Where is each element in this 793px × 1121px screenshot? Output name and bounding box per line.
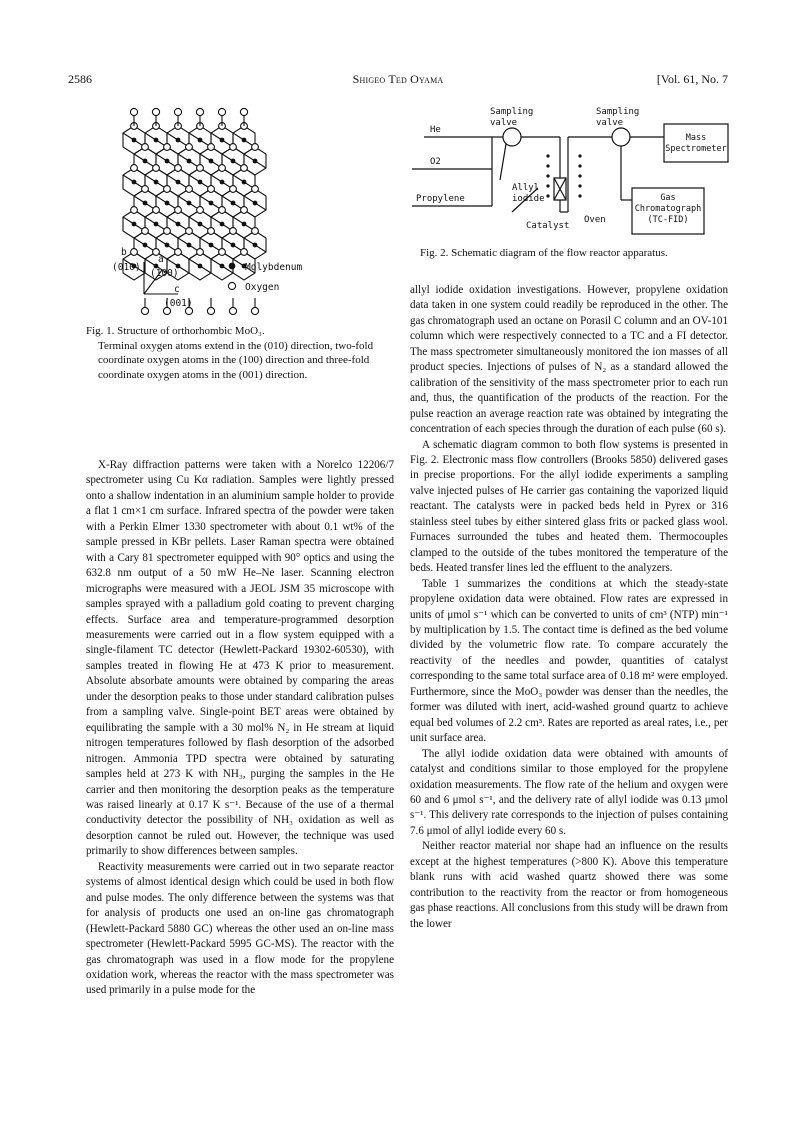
oxygen-atom [208,228,215,235]
figure-1-caption-title: Fig. 1. Structure of orthorhombic MoO₃. [86,325,265,337]
running-header [68,72,728,88]
oxygen-legend-marker [228,282,235,289]
paragraph-methods-characterization: X-Ray diffraction patterns were taken with a Norelco 12206/7 spectrometer using Cu Kα radiation. Samples were lightly pressed onto a shallow indentation in an aluminium sample holder to provide a flat 1 cm×1 cm surface. Infrared spectra of the powder were taken with a Perkin Elmer 1330 spectrometer with about 0.1 wt% of the sample pressed in KBr pellets. Laser Raman spectra were obtained with a Cary 81 spectrometer equipped with 90° optics and using the 632.8 nm output of a 50 mW He–Ne laser. Scanning electron micrographs were measured with a JEOL JSM 35 microscope with samples sprayed with a palladium gold coating to prevent charging effects. Surface area and temperature-programmed desorption measurements were carried out in a flow system equipped with a single-filament TC detector (Hewlett-Packard 19302-60530), with samples treated in flowing He at 473 K prior to measurement. Absolute absorbate amounts were obtained by comparing the areas under the desorption peaks to those under standard calibration pulses from a sampling valve. Single-point BET areas were obtained by equilibrating the sample with a 30 mol% N₂ in He stream at liquid nitrogen temperatures followed by flash desorption of the adsorbed nitrogen. Ammonia TPD spectra were obtained by saturating samples held at 273 K with NH₃, purging the samples in the He carrier and then monitoring the desorption peaks as the temperature was raised linearly at 0.17 K s⁻¹. Because of the use of a thermal conductivity detector the possibility of NH₃ oxidation as well as desorption cannot be ruled out. However, the technique was used primarily to show differences between samples. [86,459,394,858]
label-o2: O2 [430,157,441,167]
molybdenum-atom [231,159,236,164]
molybdenum-atom [176,138,181,143]
molybdenum-atom [198,138,203,143]
molybdenum-atom [242,222,247,227]
oxygen-atom [208,186,215,193]
axis-c-index: (001) [164,298,193,309]
paragraph-allyl-iodide-investigations: allyl iodide oxidation investigations. However, propylene oxidation data taken in one system could readily be reproduced in the other. The gas chromatograph used an octane on Porasil C column and an OV-101 column which were respectively connected to a TC and a FI detector. The mass spectrometer simultaneously monitored the ion masses of all product species. Injections of pulses of N₂ as a standard allowed the calibration of the sensitivity of the mass spectrometer prior to each run and, thus, the quantification of the products of the reaction. For the pulse reaction an average reaction rate was obtained by integrating the concentration of each species through the duration of each pulse (60 s). [410,284,728,436]
oxygen-atom [219,165,226,172]
axis-a-index: (100) [150,268,179,279]
molybdenum-atom [165,201,170,206]
paragraph-schematic-description: A schematic diagram common to both flow systems is presented in Fig. 2. Electronic mass flow controllers (Brooks 5850) delivered gases in precise proportions. For the allyl iodide experiments a sampling valve injected pulses of He carrier gas containing the vaporized liquid reactant. The catalysts were in packed beds held in Pyrex or 316 stainless steel tubes by either sintered glass frits or packed glass wool. Furnaces surrounded the tubes and heated them. Thermocouples clamped to the outside of the tubes monitored the temperature of the beds. Heated transfer lines led the effluent to the analyzers. [410,438,728,575]
oxygen-atom [164,186,171,193]
axis-a-label: a [158,254,164,265]
oxygen-atom [142,228,149,235]
molybdenum-atom [132,180,137,185]
paragraph-reactor-material: Neither reactor material nor shape had an influence on the results except at the highest temperatures (>800 K). Above this temperature blank runs with acid washed quartz showed there was some contribution to the reactivity from the reactor or from homogeneous gas phase reactions. All conclusions from this study will be drawn from the lower [410,840,728,930]
molybdenum-atom [143,159,148,164]
oxygen-atom [142,186,149,193]
label-gas-chromatograph: Gas Chromatograph (TC-FID) [634,193,702,225]
oven-dots [546,154,581,197]
paragraph-allyl-iodide-data: The allyl iodide oxidation data were obtained with amounts of catalyst and conditions similar to those employed for the propylene oxidation measurements. The flow rate of the helium and oxygen were 60 and 6 μmol s⁻¹, and the delivery rate of allyl iodide was 0.13 μmol s⁻¹. This delivery rate corresponds to the injection of pulses containing 7.6 μmol of allyl iodide every 60 s. [410,747,728,837]
label-allyl-iodide: Allyl iodide [512,183,545,204]
molybdenum-atom [209,159,214,164]
oxygen-atom [175,165,182,172]
label-he: He [430,125,441,135]
oxygen-atom [241,165,248,172]
label-mass-spectrometer: Mass Spectrometer [665,133,727,154]
oxygen-atom [252,144,259,151]
figure-2-caption: Fig. 2. Schematic diagram of the flow reactor apparatus. [420,247,668,259]
oxygen-atom [153,165,160,172]
oxygen-atom [186,144,193,151]
molybdenum-atom [187,159,192,164]
oxygen-atom [186,228,193,235]
molybdenum-atom [220,180,225,185]
molybdenum-atom [154,222,159,227]
molybdenum-atom [187,201,192,206]
oxygen-atom [153,207,160,214]
molybdenum-atom [132,222,137,227]
molybdenum-atom [154,138,159,143]
terminal-oxygen-atom [196,108,203,115]
axis-c-label: c [174,284,180,295]
oxygen-atom [252,228,259,235]
oxygen-atom [197,207,204,214]
label-catalyst: Catalyst [526,221,570,231]
molybdenum-atom [176,222,181,227]
terminal-oxygen-atom [218,108,225,115]
oxygen-atom [208,144,215,151]
oxygen-atom [164,228,171,235]
left-column [86,458,394,999]
molybdenum-atom [143,201,148,206]
molybdenum-atom [231,201,236,206]
oxygen-atom [164,144,171,151]
molybdenum-atom [209,201,214,206]
oxygen-atom [131,207,138,214]
oxygen-atom [142,144,149,151]
oxygen-atom [241,207,248,214]
molybdenum-atom [242,138,247,143]
figure-1-caption-body: Terminal oxygen atoms extend in the (010) direction, two-fold coordinate oxygen atoms in the (100) direction and three-fold coordinate oxygen atoms in the (001) direction. [98,339,374,381]
figure-2-caption-wrap [420,246,728,261]
sampling-valve-1-icon [503,128,521,146]
molybdenum-atom [165,159,170,164]
molybdenum-atom [242,180,247,185]
figure-1-axes-legend [112,244,312,316]
terminal-oxygen-atom [152,108,159,115]
molybdenum-atom [154,180,159,185]
axis-b-index: (010) [112,262,141,273]
label-sampling-valve-1: Sampling valve [490,107,534,128]
oxygen-atom [219,207,226,214]
figure-2-flow-schematic [408,100,732,240]
oxygen-atom [230,186,237,193]
molybdenum-atom [253,159,258,164]
oxygen-atom [230,144,237,151]
label-oven: Oven [584,215,606,225]
label-propylene: Propylene [416,194,465,204]
paragraph-reactivity-measurements: Reactivity measurements were carried out in two separate reactor systems of almost identical design which could be used in both flow and pulse modes. The only difference between the systems was that for analysis of products one used an on-line gas chromatograph (Hewlett-Packard 5880 GC) whereas the other used an on-line mass spectrometer (Hewlett-Packard 5995 GC-MS). The reactor with the gas chromatograph was used in a flow mode for the propylene oxidation work, whereas the reactor with the mass spectrometer was used primarily in a pulse mode for the [86,860,394,997]
axis-b-label: b [121,247,127,258]
volume-info: [Vol. 61, No. 7 [656,72,728,86]
molybdenum-legend-marker [229,263,235,269]
allyl-iodide-line [500,144,506,180]
terminal-oxygen-atom [130,108,137,115]
label-sampling-valve-2: Sampling valve [596,107,640,128]
figure-1-caption [86,324,390,382]
molybdenum-atom [220,138,225,143]
molybdenum-atom [176,180,181,185]
page-number: 2586 [68,72,92,86]
terminal-oxygen-atom [174,108,181,115]
paragraph-table-conditions: Table 1 summarizes the conditions at which the steady-state propylene oxidation data were obtained. Flow rates are expressed in units of μmol s⁻¹ which can be converted to units of cm³ (NTP) min⁻¹ by multiplication by 1.5. The contact time is defined as the bed volume divided by the volumetric flow rate. To compare accurately the reactivity of the needles and powder, quantities of catalyst corresponding to the same total surface area of 0.18 m² were employed. Furthermore, since the MoO₃ powder was denser than the needles, the former was diluted with inert, acid-washed ground quartz to achieve equal bed volumes of 2.2 cm³. Rates are reported as areal rates, i.e., per unit surface area. [410,577,728,745]
molybdenum-atom [198,222,203,227]
oxygen-atom [252,186,259,193]
molybdenum-atom [198,180,203,185]
oxygen-atom [186,186,193,193]
legend-oxygen: Oxygen [245,282,280,293]
molybdenum-atom [253,201,258,206]
oxygen-atom [230,228,237,235]
legend-molybdenum: Molybdenum [245,262,303,273]
mass-spectrometer-box [664,124,728,162]
oxygen-atom [175,207,182,214]
molybdenum-atom [132,138,137,143]
oxygen-atom [131,165,138,172]
molybdenum-atom [220,222,225,227]
oxygen-atom [197,165,204,172]
sampling-valve-2-icon [612,128,630,146]
right-column [410,283,728,932]
terminal-oxygen-atom [240,108,247,115]
running-author: Shigeo Ted Oyama [352,72,444,86]
